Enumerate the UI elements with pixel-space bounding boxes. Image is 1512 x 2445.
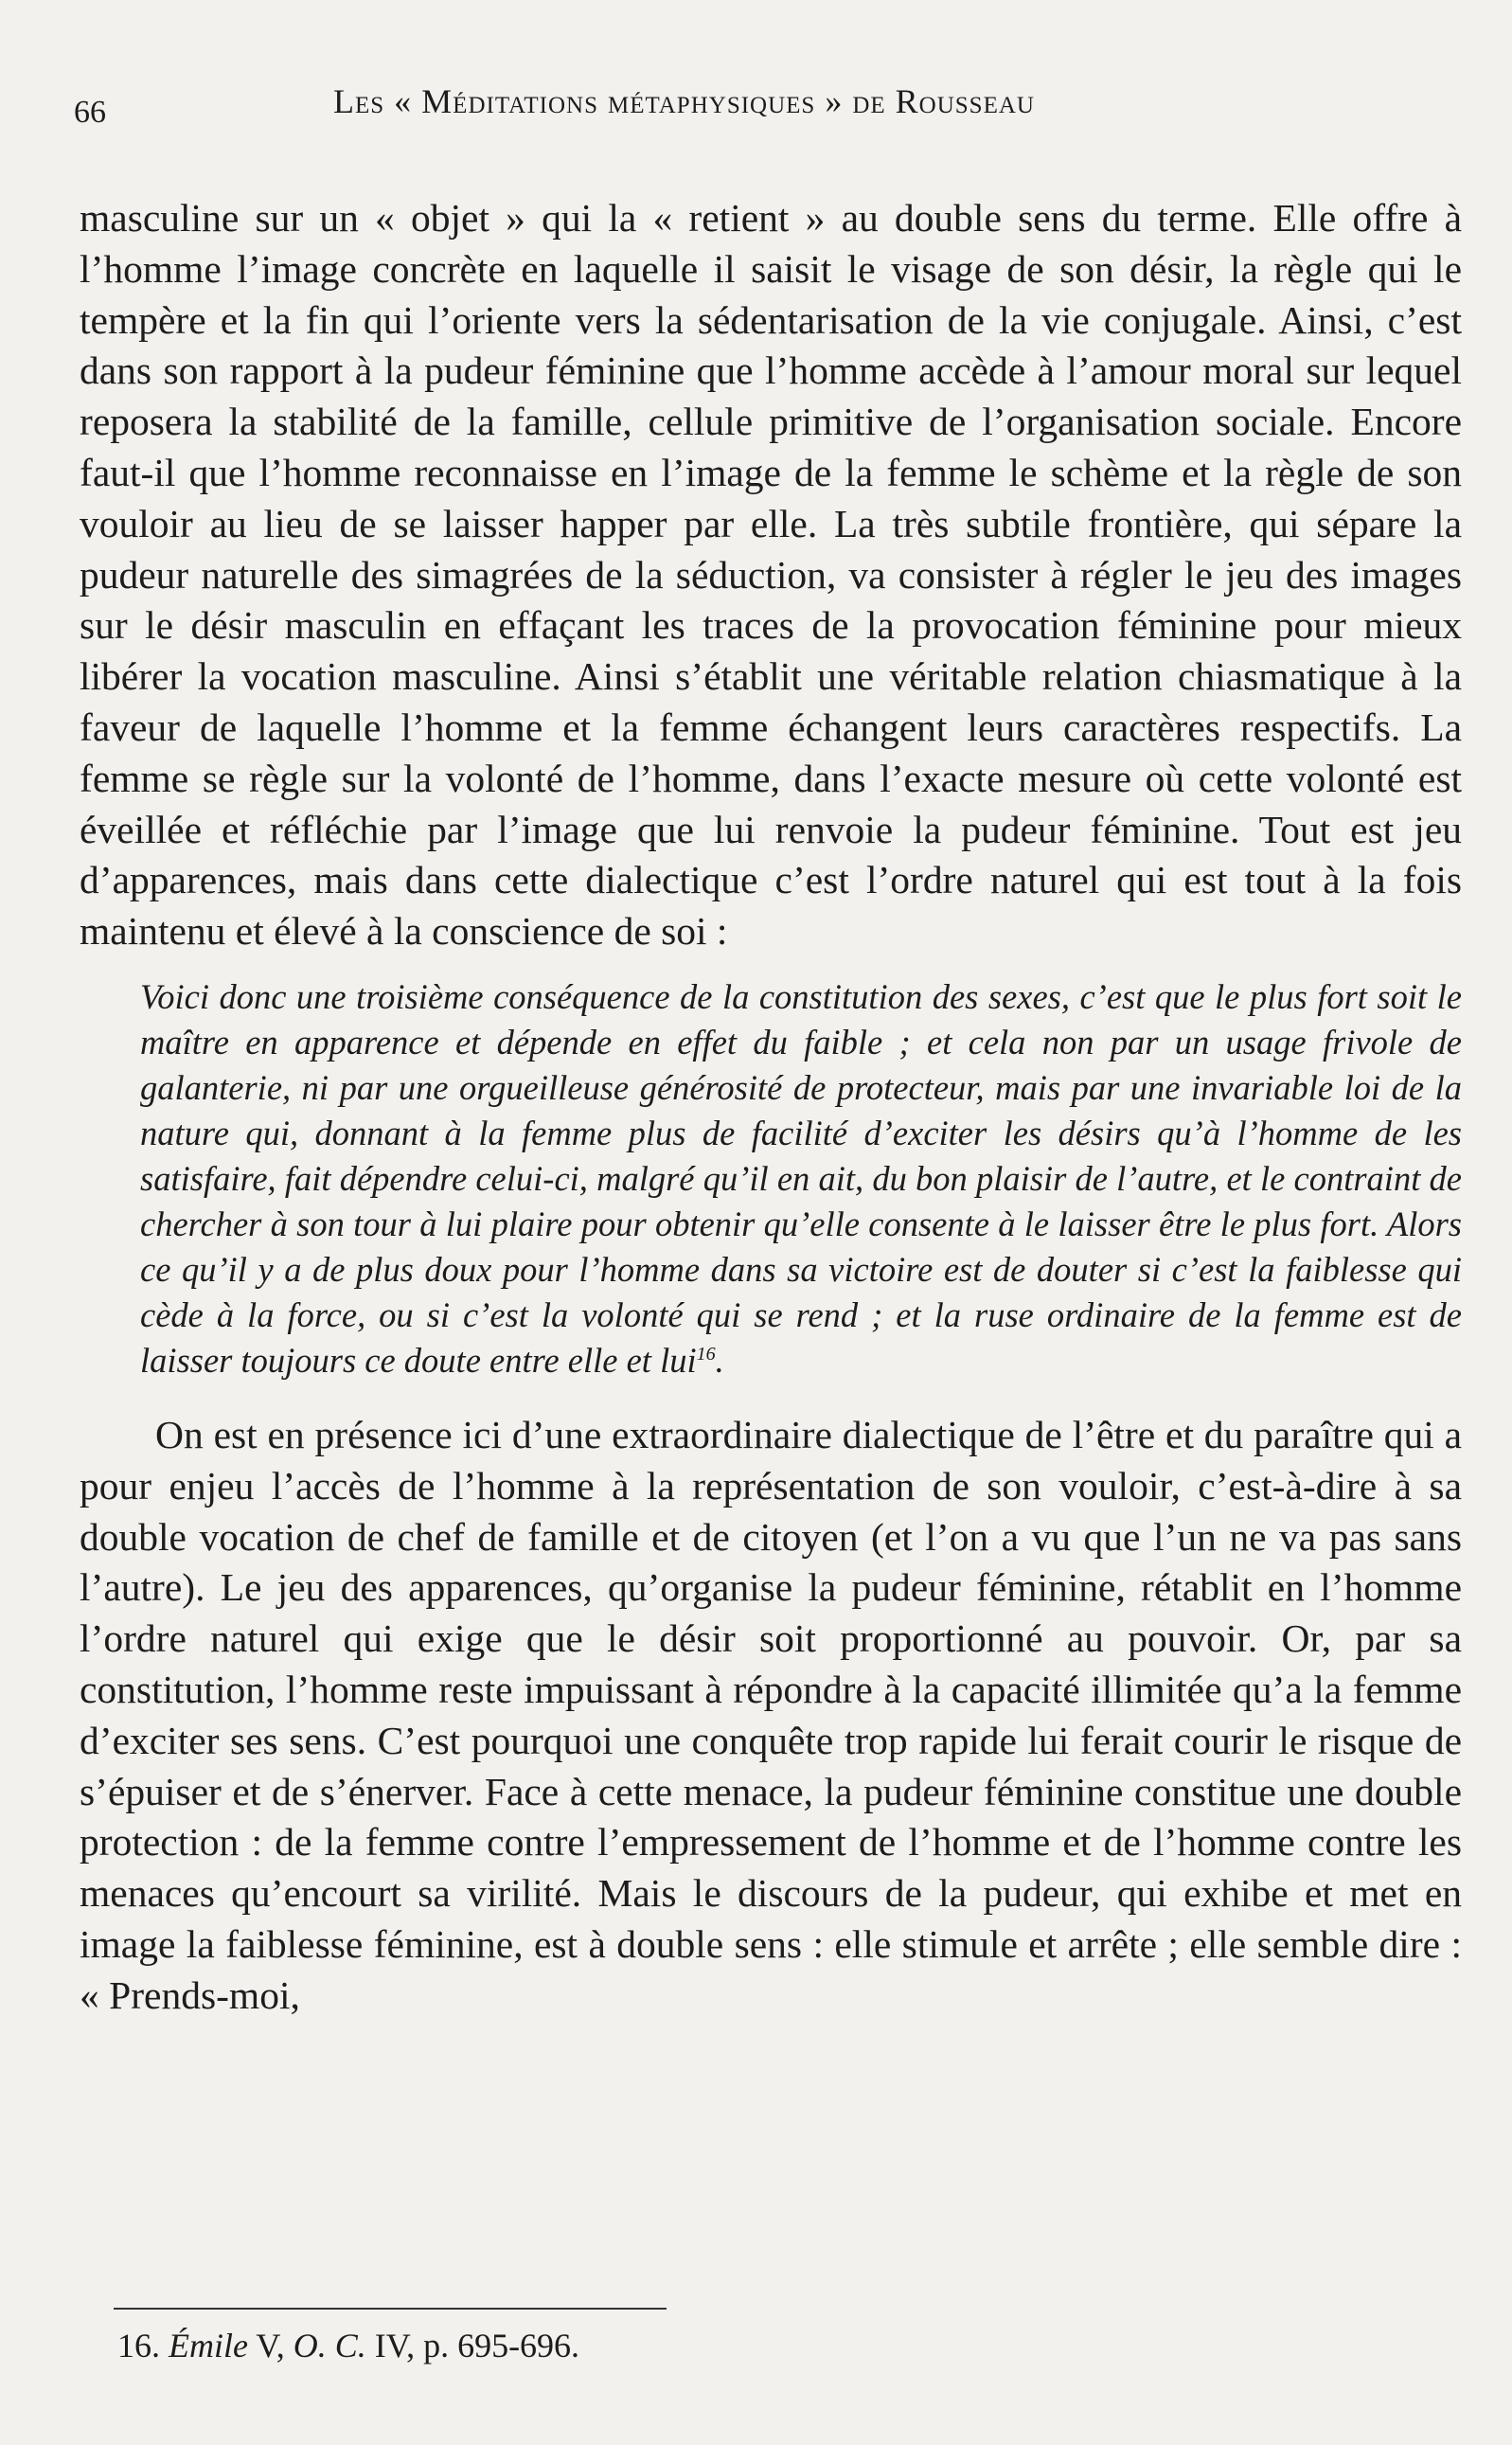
quote-end: . — [715, 1340, 724, 1380]
paragraph-1: masculine sur un « objet » qui la « retient » au double sens du terme. Elle offre à l’homme l’image concrète en laquelle il saisit le visage de son désir, la règle qui le tempère et la fin qui l’oriente vers la sédentarisation de la vie conjugale. Ainsi, c’est dans son rapport à la pudeur féminine que l’homme accède à l’amour moral sur lequel reposera la stabilité de la famille, cellule primitive de l’organisation sociale. Encore faut-il que l’homme reconnaisse en l’image de la femme le schème et la règle de son vouloir au lieu de se laisser happer par elle. La très subtile frontière, qui sépare la pudeur naturelle des simagrées de la séduction, va consister à régler le jeu des images sur le désir masculin en effaçant les traces de la provocation féminine pour mieux libérer la vocation masculine. Ainsi s’établit une véritable relation chiasmatique à la faveur de laquelle l’homme et la femme échangent leurs caractères respectifs. La femme se règle sur la volonté de l’homme, dans l’exacte mesure où cette volonté est éveillée et réfléchie par l’image que lui renvoie la pudeur féminine. Tout est jeu d’apparences, mais dans cette dialectique c’est l’ordre naturel qui est tout à la fois maintenu et élevé à la conscience de soi : — [80, 196, 1462, 954]
page-body — [80, 193, 1462, 2022]
paragraph-2: On est en présence ici d’une extraordinaire dialectique de l’être et du paraître qui a pour enjeu l’accès de l’homme à la représentation de son vouloir, c’est-à-dire à sa double vocation de chef de famille et de citoyen (et l’on a vu que l’un ne va pas sans l’autre). Le jeu des apparences, qu’organise la pudeur féminine, rétablit en l’homme l’ordre naturel qui exige que le désir soit proportionné au pouvoir. Or, par sa constitution, l’homme reste impuissant à répondre à la capacité illimitée qu’a la femme d’exciter ses sens. C’est pourquoi une conquête trop rapide lui ferait courir le risque de s’épuiser et de s’énerver. Face à cette menace, la pudeur féminine constitue une double protection : de la femme contre l’empressement de l’homme et de l’homme contre les menaces qu’encourt sa virilité. Mais le discours de la pudeur, qui exhibe et met en image la faiblesse féminine, est à double sens : elle stimule et arrête ; elle semble dire : « Prends-moi, — [80, 1412, 1462, 2017]
quote-text: Voici donc une troisième conséquence de la constitution des sexes, c’est que le plus fort soit le maître en apparence et dépende en effet du faible ; et cela non par un usage frivole de galanterie, ni par une orgueilleuse générosité de protecteur, mais par une invariable loi de la nature qui, donnant à la femme plus de facilité d’exciter les désirs qu’à l’homme de les satisfaire, fait dépendre celui-ci, malgré qu’il en ait, du bon plaisir de l’autre, et le contraint de chercher à son tour à lui plaire pour obtenir qu’elle consente à le laisser être le plus fort. Alors ce qu’il y a de plus doux pour l’homme dans sa victoire est de douter si c’est la faiblesse qui cède à la force, ou si c’est la volonté qui se rend ; et la ruse ordinaire de la femme est de laisser toujours ce doute entre elle et lui — [140, 976, 1462, 1380]
footnote-number: 16. — [117, 2327, 160, 2365]
footnote-title: Émile — [169, 2327, 248, 2365]
page-header — [74, 81, 1436, 138]
footnote-separator — [114, 2308, 667, 2310]
running-title: Les « Méditations métaphysiques » de Rousseau — [333, 82, 1035, 120]
footnote-book: V, — [247, 2327, 294, 2365]
block-quote — [140, 974, 1462, 1383]
footnote-reference: 16 — [696, 1343, 716, 1365]
footnote-ref: IV, p. 695-696. — [365, 2327, 580, 2365]
footnote — [117, 2326, 579, 2365]
page-number: 66 — [74, 95, 106, 130]
footnote-abbrev: O. C. — [293, 2327, 366, 2365]
